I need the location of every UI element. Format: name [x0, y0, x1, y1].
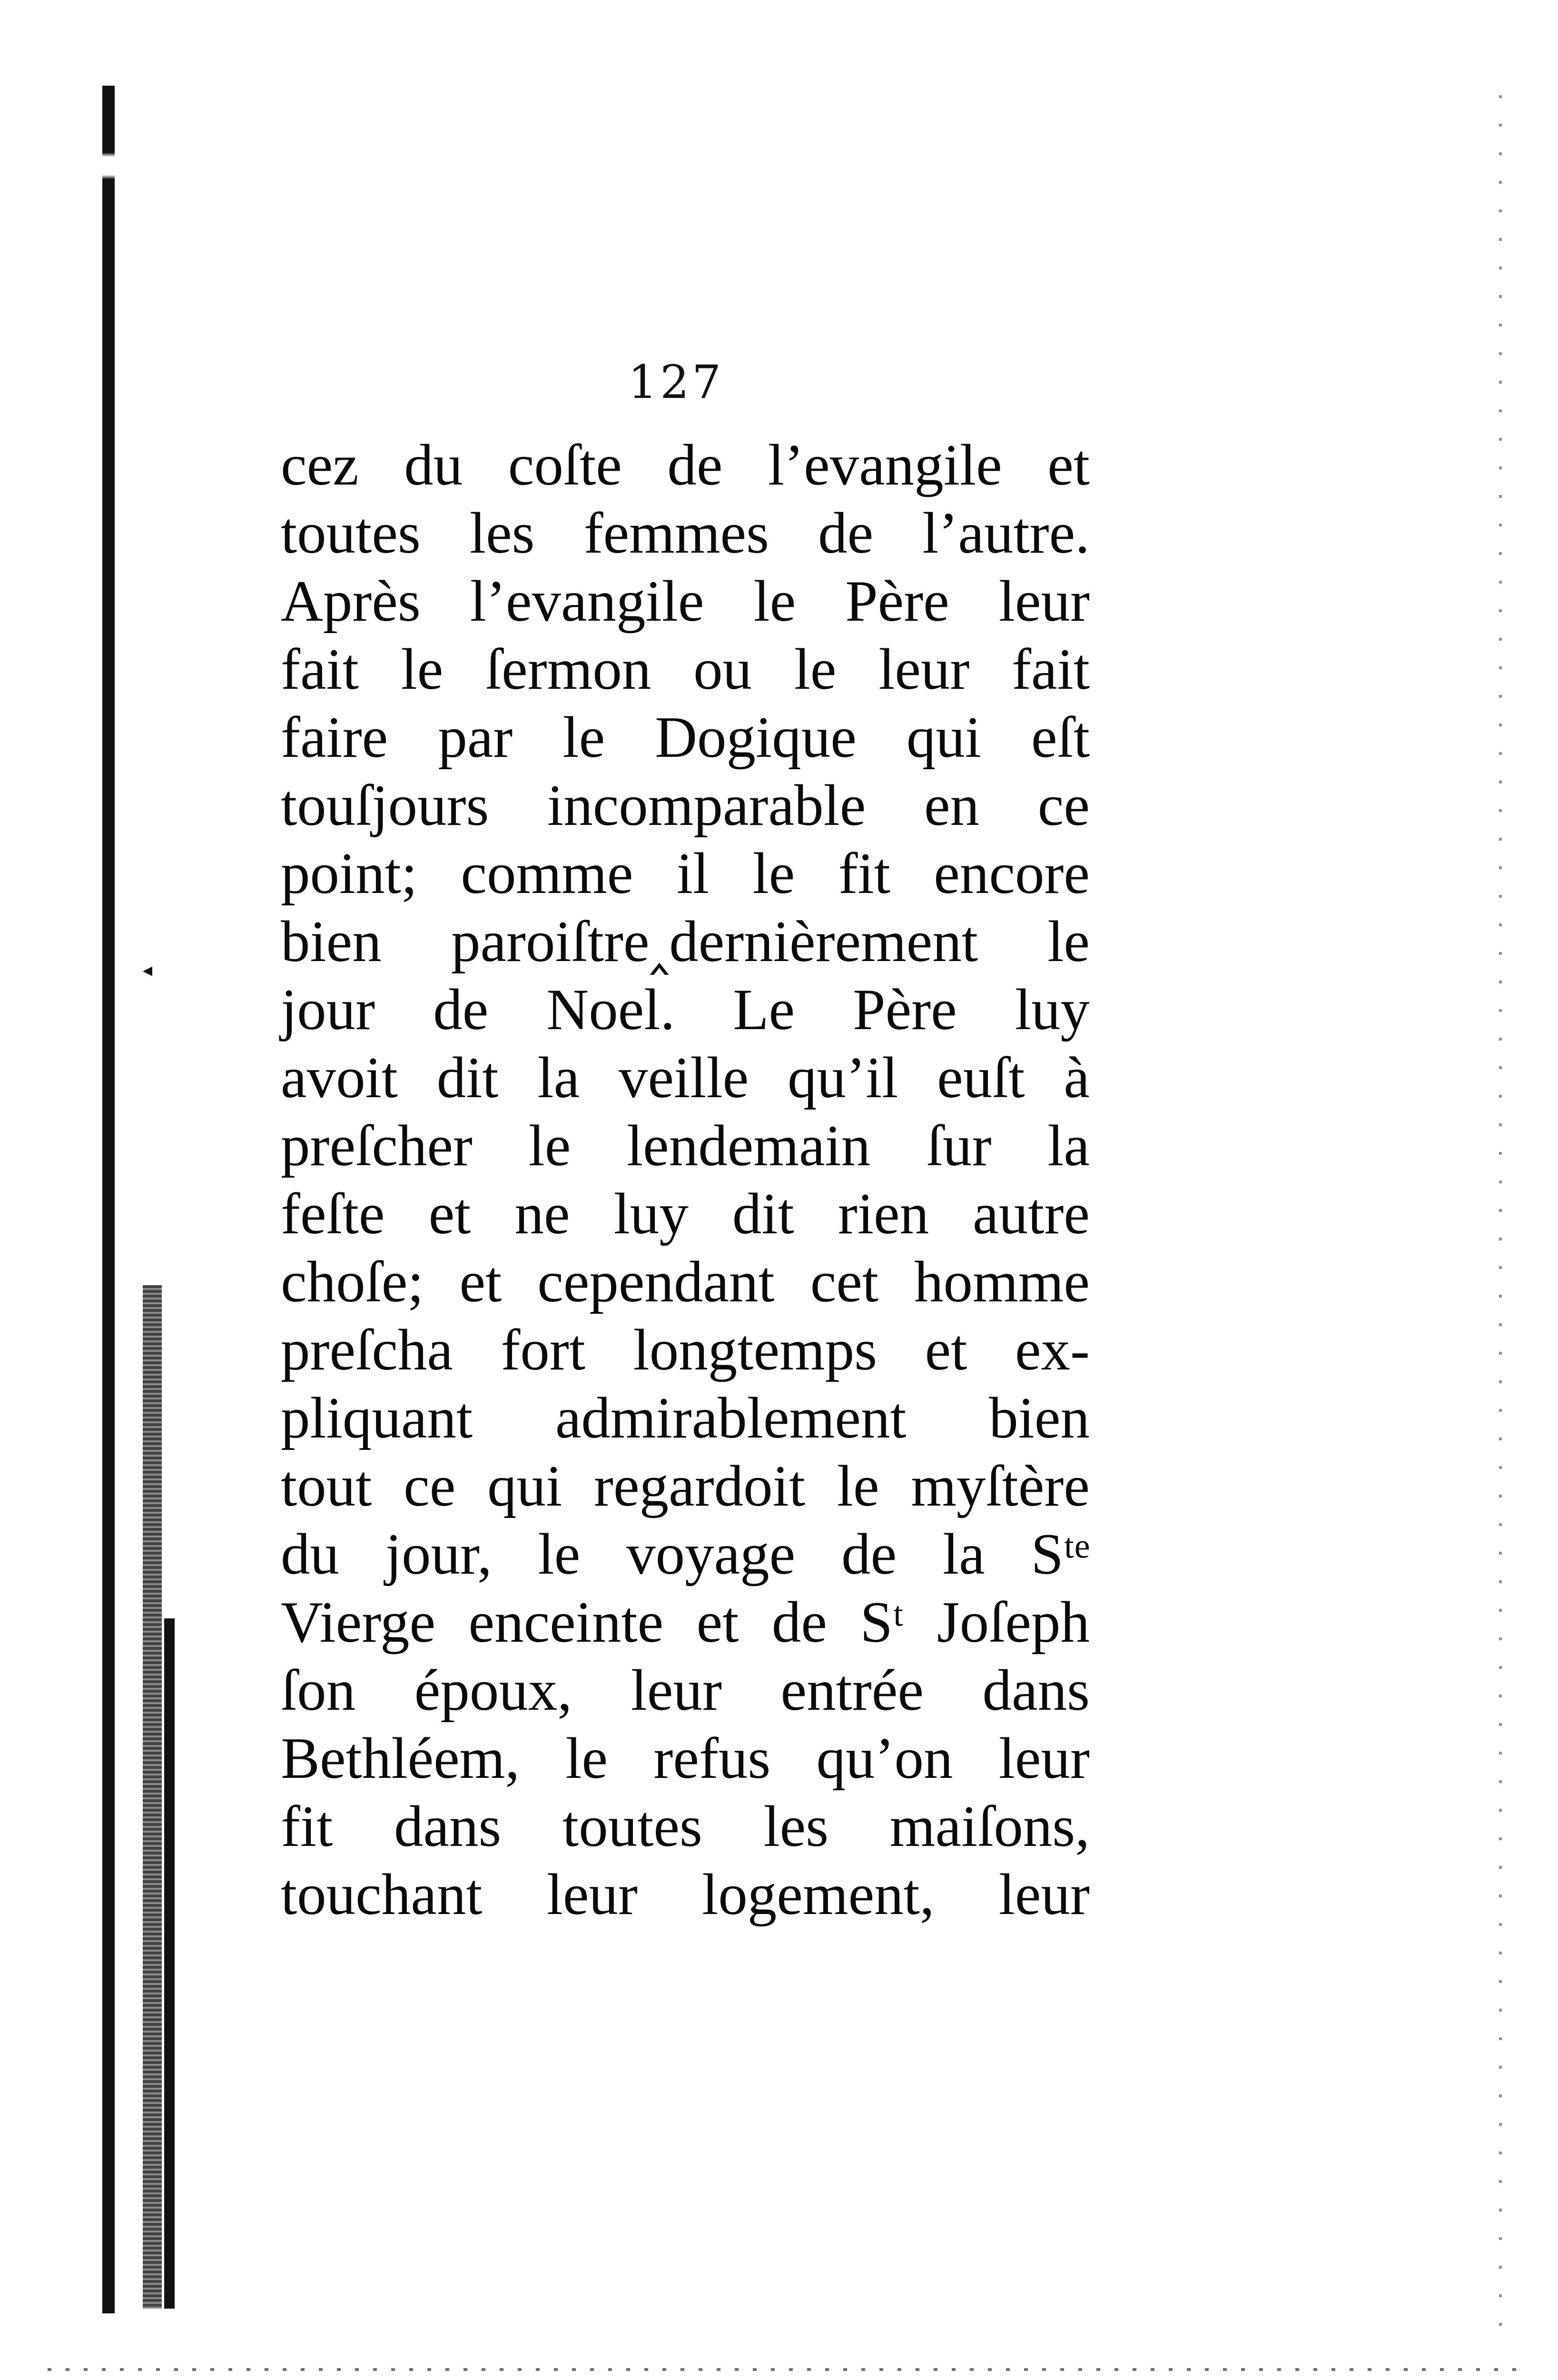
text-line: bien paroiſtre‸dernièrement le: [281, 909, 1090, 974]
text-line: preſcher le lendemain ſur la: [281, 1113, 1090, 1178]
page-number: 127: [628, 356, 724, 409]
body-text: [281, 431, 1090, 1928]
text-line: du jour, le voyage de la Sᵗᵉ: [281, 1521, 1090, 1587]
scan-edge-right: [1499, 95, 1502, 2332]
scan-edge-bottom: [48, 2368, 1523, 2371]
scan-shadow-left: [143, 1285, 162, 2309]
scan-shadow-left-inner: [164, 1618, 175, 2309]
text-line: feſte et ne luy dit rien autre: [281, 1181, 1090, 1246]
text-line: preſcha fort longtemps et ex-: [281, 1317, 1090, 1382]
text-line: jour de Noel. Le Père luy: [281, 977, 1090, 1042]
margin-mark-icon: ◂: [143, 959, 153, 981]
text-line: Vierge enceinte et de Sᵗ Joſeph: [281, 1589, 1090, 1655]
text-line: toutes les femmes de l’autre.: [281, 500, 1090, 565]
text-line: pliquant admirablement bien: [281, 1385, 1090, 1450]
text-line: fit dans toutes les maiſons,: [281, 1794, 1090, 1859]
text-line: touſjours incomparable en ce: [281, 773, 1090, 838]
text-line: ſon époux, leur entrée dans: [281, 1657, 1090, 1723]
text-line: avoit dit la veille qu’il euſt à: [281, 1045, 1090, 1110]
text-line: fait le ſermon ou le leur fait: [281, 636, 1090, 702]
text-line: touchant leur logement, leur: [281, 1862, 1090, 1927]
text-line: point; comme il le fit encore: [281, 841, 1090, 906]
text-line: faire par le Dogique qui eſt: [281, 704, 1090, 770]
text-line: choſe; et cependant cet homme: [281, 1249, 1090, 1314]
text-line: cez du coſte de l’evangile et: [281, 432, 1090, 497]
text-line: Bethléem, le refus qu’on leur: [281, 1726, 1090, 1791]
scan-edge-left: [102, 86, 115, 2313]
text-line: Après l’evangile le Père leur: [281, 568, 1090, 634]
text-line: tout ce qui regardoit le myſtère: [281, 1453, 1090, 1518]
